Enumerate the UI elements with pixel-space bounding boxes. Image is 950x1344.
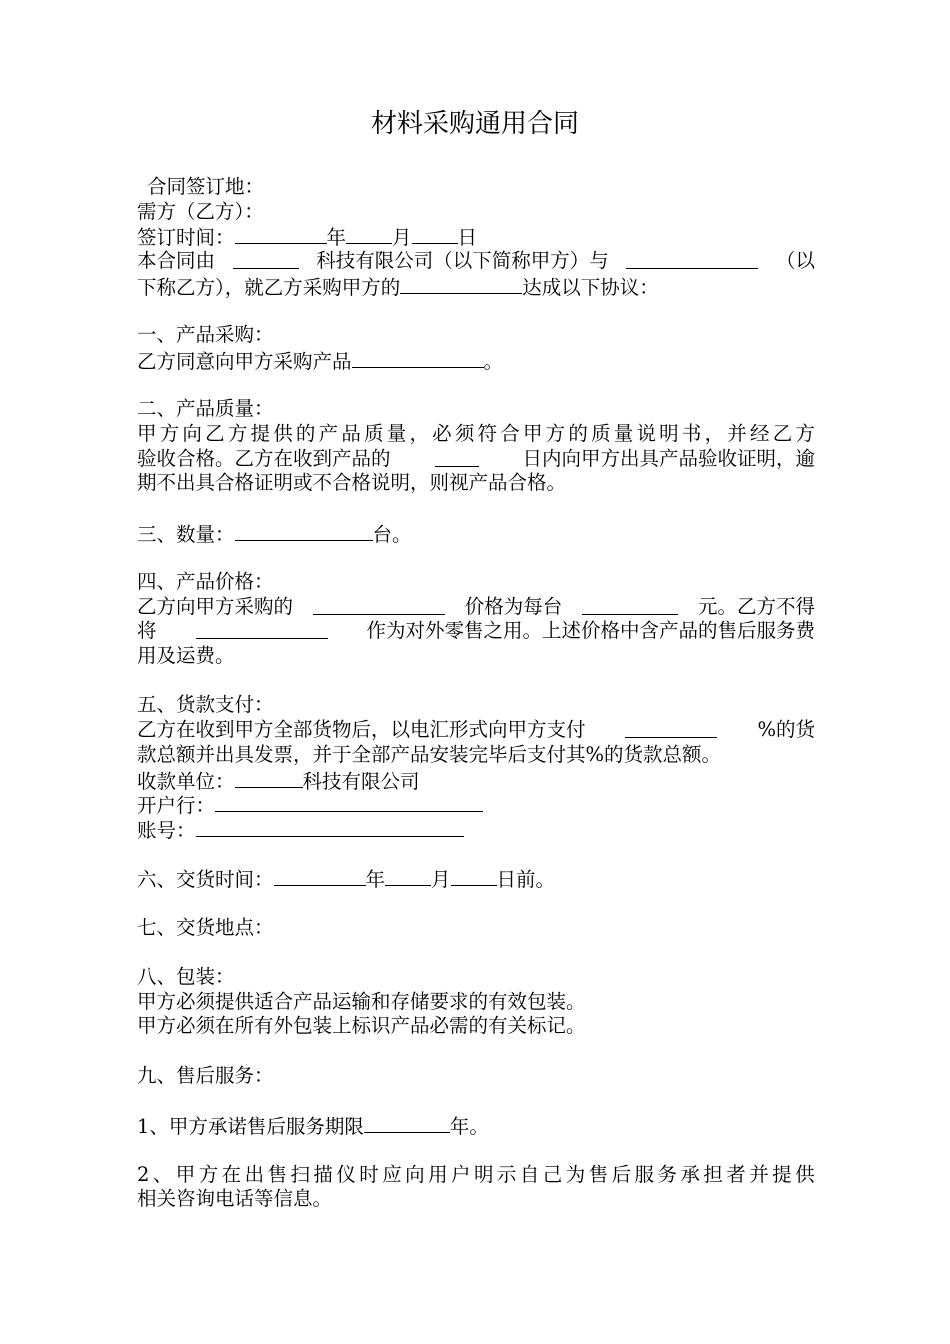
section-title-2: 二、产品质量： — [137, 397, 274, 421]
s5-line1-a: 乙方在收到甲方全部货物后，以电汇形式向甲方支付 — [137, 718, 586, 742]
sign-place-line: 合同签订地： — [147, 175, 265, 198]
blank-s4-item — [196, 619, 328, 639]
section-title-6: 六、交货时间： — [137, 868, 274, 892]
sign-time-line — [137, 224, 815, 249]
day-label: 日 — [457, 226, 478, 250]
s9-item-1 — [137, 1113, 815, 1138]
blank-service-years — [364, 1113, 450, 1133]
blank-delivery-month — [385, 866, 431, 886]
s4-line1-a: 乙方向甲方采购的 — [137, 594, 294, 618]
s4-line2-a: 将 — [137, 619, 157, 643]
section-6-line — [137, 866, 815, 891]
s4-line-2 — [137, 619, 815, 644]
section-3-line — [137, 521, 815, 546]
s2-line-3: 期不出具合格证明或不合格说明，则视产品合格。 — [137, 471, 567, 495]
s4-line1-b: 价格为每台 — [464, 594, 563, 618]
s4-line-1 — [137, 595, 815, 620]
payee-label: 收款单位： — [137, 769, 235, 793]
s9-item1-unit: 年。 — [449, 1115, 489, 1139]
s5-line1-b: %的货 — [757, 718, 815, 742]
account-line — [137, 817, 815, 842]
intro-text-1b: 科技有限公司（以下简称甲方）与 — [316, 249, 609, 273]
blank-bank — [215, 792, 483, 812]
s9-item1-text: 1、甲方承诺售后服务期限 — [137, 1115, 364, 1139]
s5-line-2: 款总额并出具发票，并于全部产品安装完毕后支付其%的货款总额。 — [137, 742, 722, 766]
blank-month — [346, 224, 392, 244]
s5-line-1 — [137, 718, 815, 743]
payee-line — [137, 768, 815, 793]
blank-year — [235, 224, 327, 244]
blank-payee — [235, 768, 303, 788]
month-label: 月 — [392, 226, 412, 250]
s8-line-1: 甲方必须提供适合产品运输和存储要求的有效包装。 — [137, 989, 586, 1013]
blank-s4-product — [313, 595, 445, 615]
bank-line — [137, 792, 815, 817]
blank-unit-price — [582, 595, 678, 615]
s6-month: 月 — [431, 868, 451, 892]
section-title-9: 九、售后服务： — [137, 1063, 274, 1087]
s2-line2-a: 验收合格。乙方在收到产品的 — [137, 446, 391, 470]
document-title: 材料采购通用合同 — [370, 109, 579, 139]
s4-line-3: 用及运费。 — [137, 644, 235, 668]
s6-day: 日前。 — [496, 868, 556, 892]
blank-days — [435, 447, 479, 467]
section-title-7: 七、交货地点： — [137, 915, 274, 939]
s8-line-2: 甲方必须在所有外包装上标识产品必需的有关标记。 — [137, 1014, 586, 1038]
blank-delivery-day — [451, 866, 497, 886]
section-title-1: 一、产品采购： — [137, 323, 274, 347]
blank-product — [400, 274, 522, 294]
intro-line-1 — [137, 249, 815, 274]
s1-text-a: 乙方同意向甲方采购产品 — [137, 349, 352, 373]
bank-label: 开户行： — [137, 794, 216, 818]
blank-party-b — [626, 249, 758, 269]
intro-text-2b: 达成以下协议： — [522, 275, 659, 299]
s4-line2-b: 作为对外零售之用。上述价格中含产品的售后服务费 — [366, 619, 815, 643]
year-label: 年 — [326, 226, 347, 250]
blank-s1-product — [352, 348, 484, 368]
s2-line-2 — [137, 447, 815, 472]
s3-unit: 台。 — [372, 522, 412, 546]
blank-percent — [625, 718, 717, 738]
section-1-text — [137, 348, 815, 373]
account-label: 账号： — [137, 818, 196, 842]
intro-line-2 — [137, 274, 815, 299]
s6-year: 年 — [365, 868, 386, 892]
s2-line-1: 甲 方 向 乙 方 提 供 的 产 品 质 量 ， 必 须 符 合 甲 方 的 质 量 说 明 书 ， 并 经 乙 方 — [137, 421, 815, 445]
blank-account — [196, 817, 464, 837]
section-title-3: 三、数量： — [137, 522, 235, 546]
document-body — [137, 175, 815, 1212]
s1-text-b: 。 — [483, 349, 504, 373]
s2-line2-b: 日内向甲方出具产品验收证明，逾 — [522, 446, 815, 470]
blank-quantity — [235, 521, 373, 541]
section-title-4: 四、产品价格： — [137, 570, 274, 593]
intro-text-2a: 下称乙方），就乙方采购甲方的 — [137, 275, 401, 299]
party-b-line: 需方（乙方）： — [137, 199, 264, 223]
section-title-8: 八、包装： — [137, 965, 235, 988]
s4-line1-c: 元。乙方不得 — [697, 594, 815, 618]
s9-item-2-line-1: 2 、 甲 方 在 出 售 扫 描 仪 时 应 向 用 户 明 示 自 己 为 售 后 服 务 承 担 者 并 提 供 — [137, 1162, 815, 1186]
blank-delivery-year — [274, 866, 366, 886]
intro-text-1a: 本合同由 — [137, 249, 216, 273]
sign-time-label: 签订时间： — [137, 226, 235, 250]
payee-company: 科技有限公司 — [302, 769, 420, 793]
intro-text-1c: （以 — [775, 249, 815, 273]
s9-item-2-line-2: 相关咨询电话等信息。 — [137, 1187, 333, 1211]
blank-day — [412, 224, 458, 244]
section-title-5: 五、货款支付： — [137, 693, 274, 717]
blank-company — [233, 249, 299, 269]
